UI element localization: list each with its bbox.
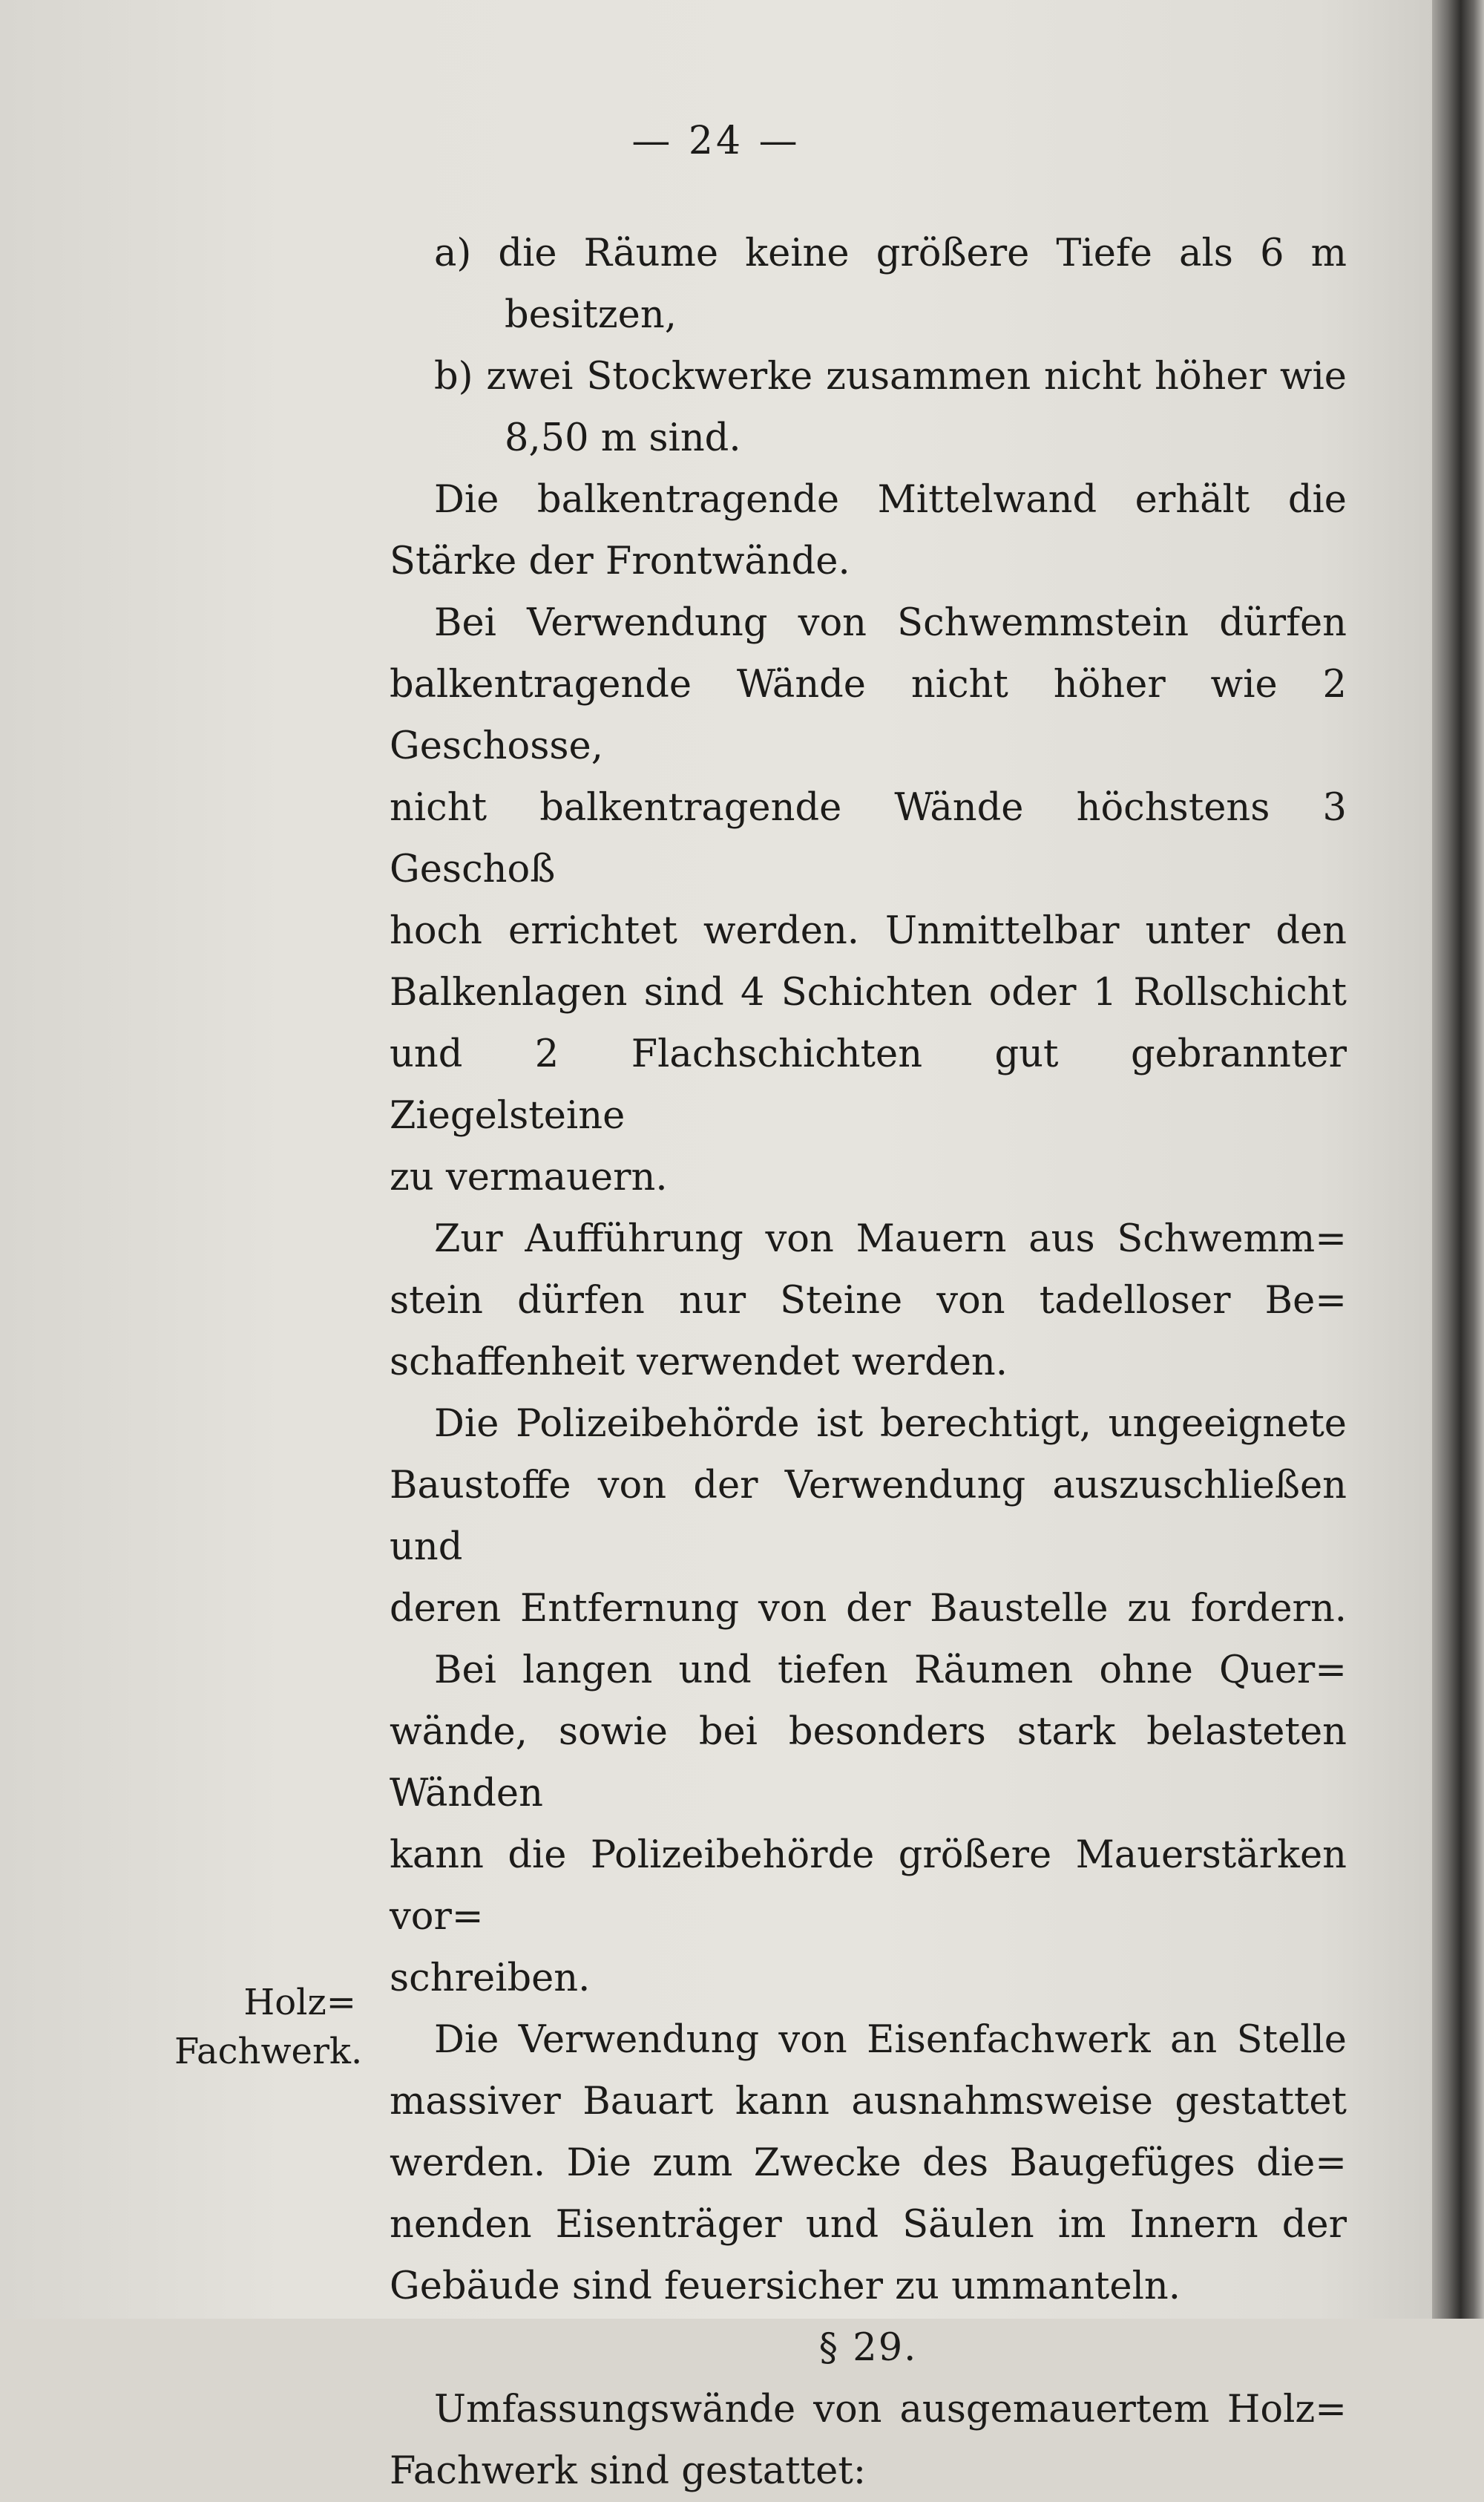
text-line: stein dürfen nur Steine von tadelloser Be= bbox=[390, 1279, 1347, 1323]
text-line: und 2 Flachschichten gut gebrannter Ziegelsteine bbox=[390, 1032, 1347, 1138]
margin-note bbox=[174, 1978, 363, 2076]
text-line: Bei langen und tiefen Räumen ohne Quer= bbox=[434, 1648, 1347, 1692]
text-line: hoch errichtet werden. Unmittelbar unter den bbox=[390, 909, 1347, 953]
text-line: deren Entfernung von der Baustelle zu fordern. bbox=[390, 1587, 1347, 1631]
text-line: b) zwei Stockwerke zusammen nicht höher wie bbox=[434, 355, 1347, 399]
text-line: nenden Eisenträger und Säulen im Innern der bbox=[390, 2203, 1347, 2247]
text-line: balkentragende Wände nicht höher wie 2 Geschosse, bbox=[390, 663, 1347, 768]
margin-note-line: Fachwerk. bbox=[174, 2031, 363, 2072]
page-number: — 24 — bbox=[631, 119, 801, 163]
text-line: Balkenlagen sind 4 Schichten oder 1 Rollschicht bbox=[390, 971, 1347, 1015]
text-line: besitzen, bbox=[505, 293, 677, 337]
text-line: kann die Polizeibehörde größere Mauerstärken vor= bbox=[390, 1833, 1347, 1939]
text-line: Stärke der Frontwände. bbox=[390, 540, 850, 583]
text-line: Die balkentragende Mittelwand erhält die bbox=[434, 478, 1347, 522]
text-line: Gebäude sind feuersicher zu ummanteln. bbox=[390, 2264, 1181, 2308]
text-line: Baustoffe von der Verwendung auszuschließen und bbox=[390, 1464, 1347, 1569]
body-text bbox=[390, 223, 1347, 2502]
text-line: Zur Aufführung von Mauern aus Schwemm= bbox=[434, 1217, 1347, 1261]
text-line: Umfassungswände von ausgemauertem Holz= bbox=[434, 2388, 1347, 2431]
text-line: Die Polizeibehörde ist berechtigt, ungeeignete bbox=[434, 1402, 1347, 1446]
text-line: Fachwerk sind gestattet: bbox=[390, 2449, 867, 2493]
margin-note-line: Holz= bbox=[243, 1982, 356, 2023]
text-line: Bei Verwendung von Schwemmstein dürfen bbox=[434, 601, 1347, 645]
text-line: 8,50 m sind. bbox=[505, 416, 741, 460]
text-line: a) die Räume keine größere Tiefe als 6 m bbox=[434, 232, 1347, 275]
text-line: Die Verwendung von Eisenfachwerk an Stelle bbox=[434, 2018, 1347, 2062]
text-line: werden. Die zum Zwecke des Baugefüges die= bbox=[390, 2141, 1347, 2185]
text-line: wände, sowie bei besonders stark belasteten Wänden bbox=[390, 1710, 1347, 1815]
book-gutter bbox=[1432, 0, 1484, 2319]
text-line: schaffenheit verwendet werden. bbox=[390, 1340, 1008, 1384]
text-line: nicht balkentragende Wände höchstens 3 Geschoß bbox=[390, 786, 1347, 891]
text-line: schreiben. bbox=[390, 1956, 591, 2000]
text-line: massiver Bauart kann ausnahmsweise gestattet bbox=[390, 2080, 1347, 2123]
text-line: zu vermauern. bbox=[390, 1156, 668, 1199]
section-heading: § 29. bbox=[818, 2326, 918, 2370]
